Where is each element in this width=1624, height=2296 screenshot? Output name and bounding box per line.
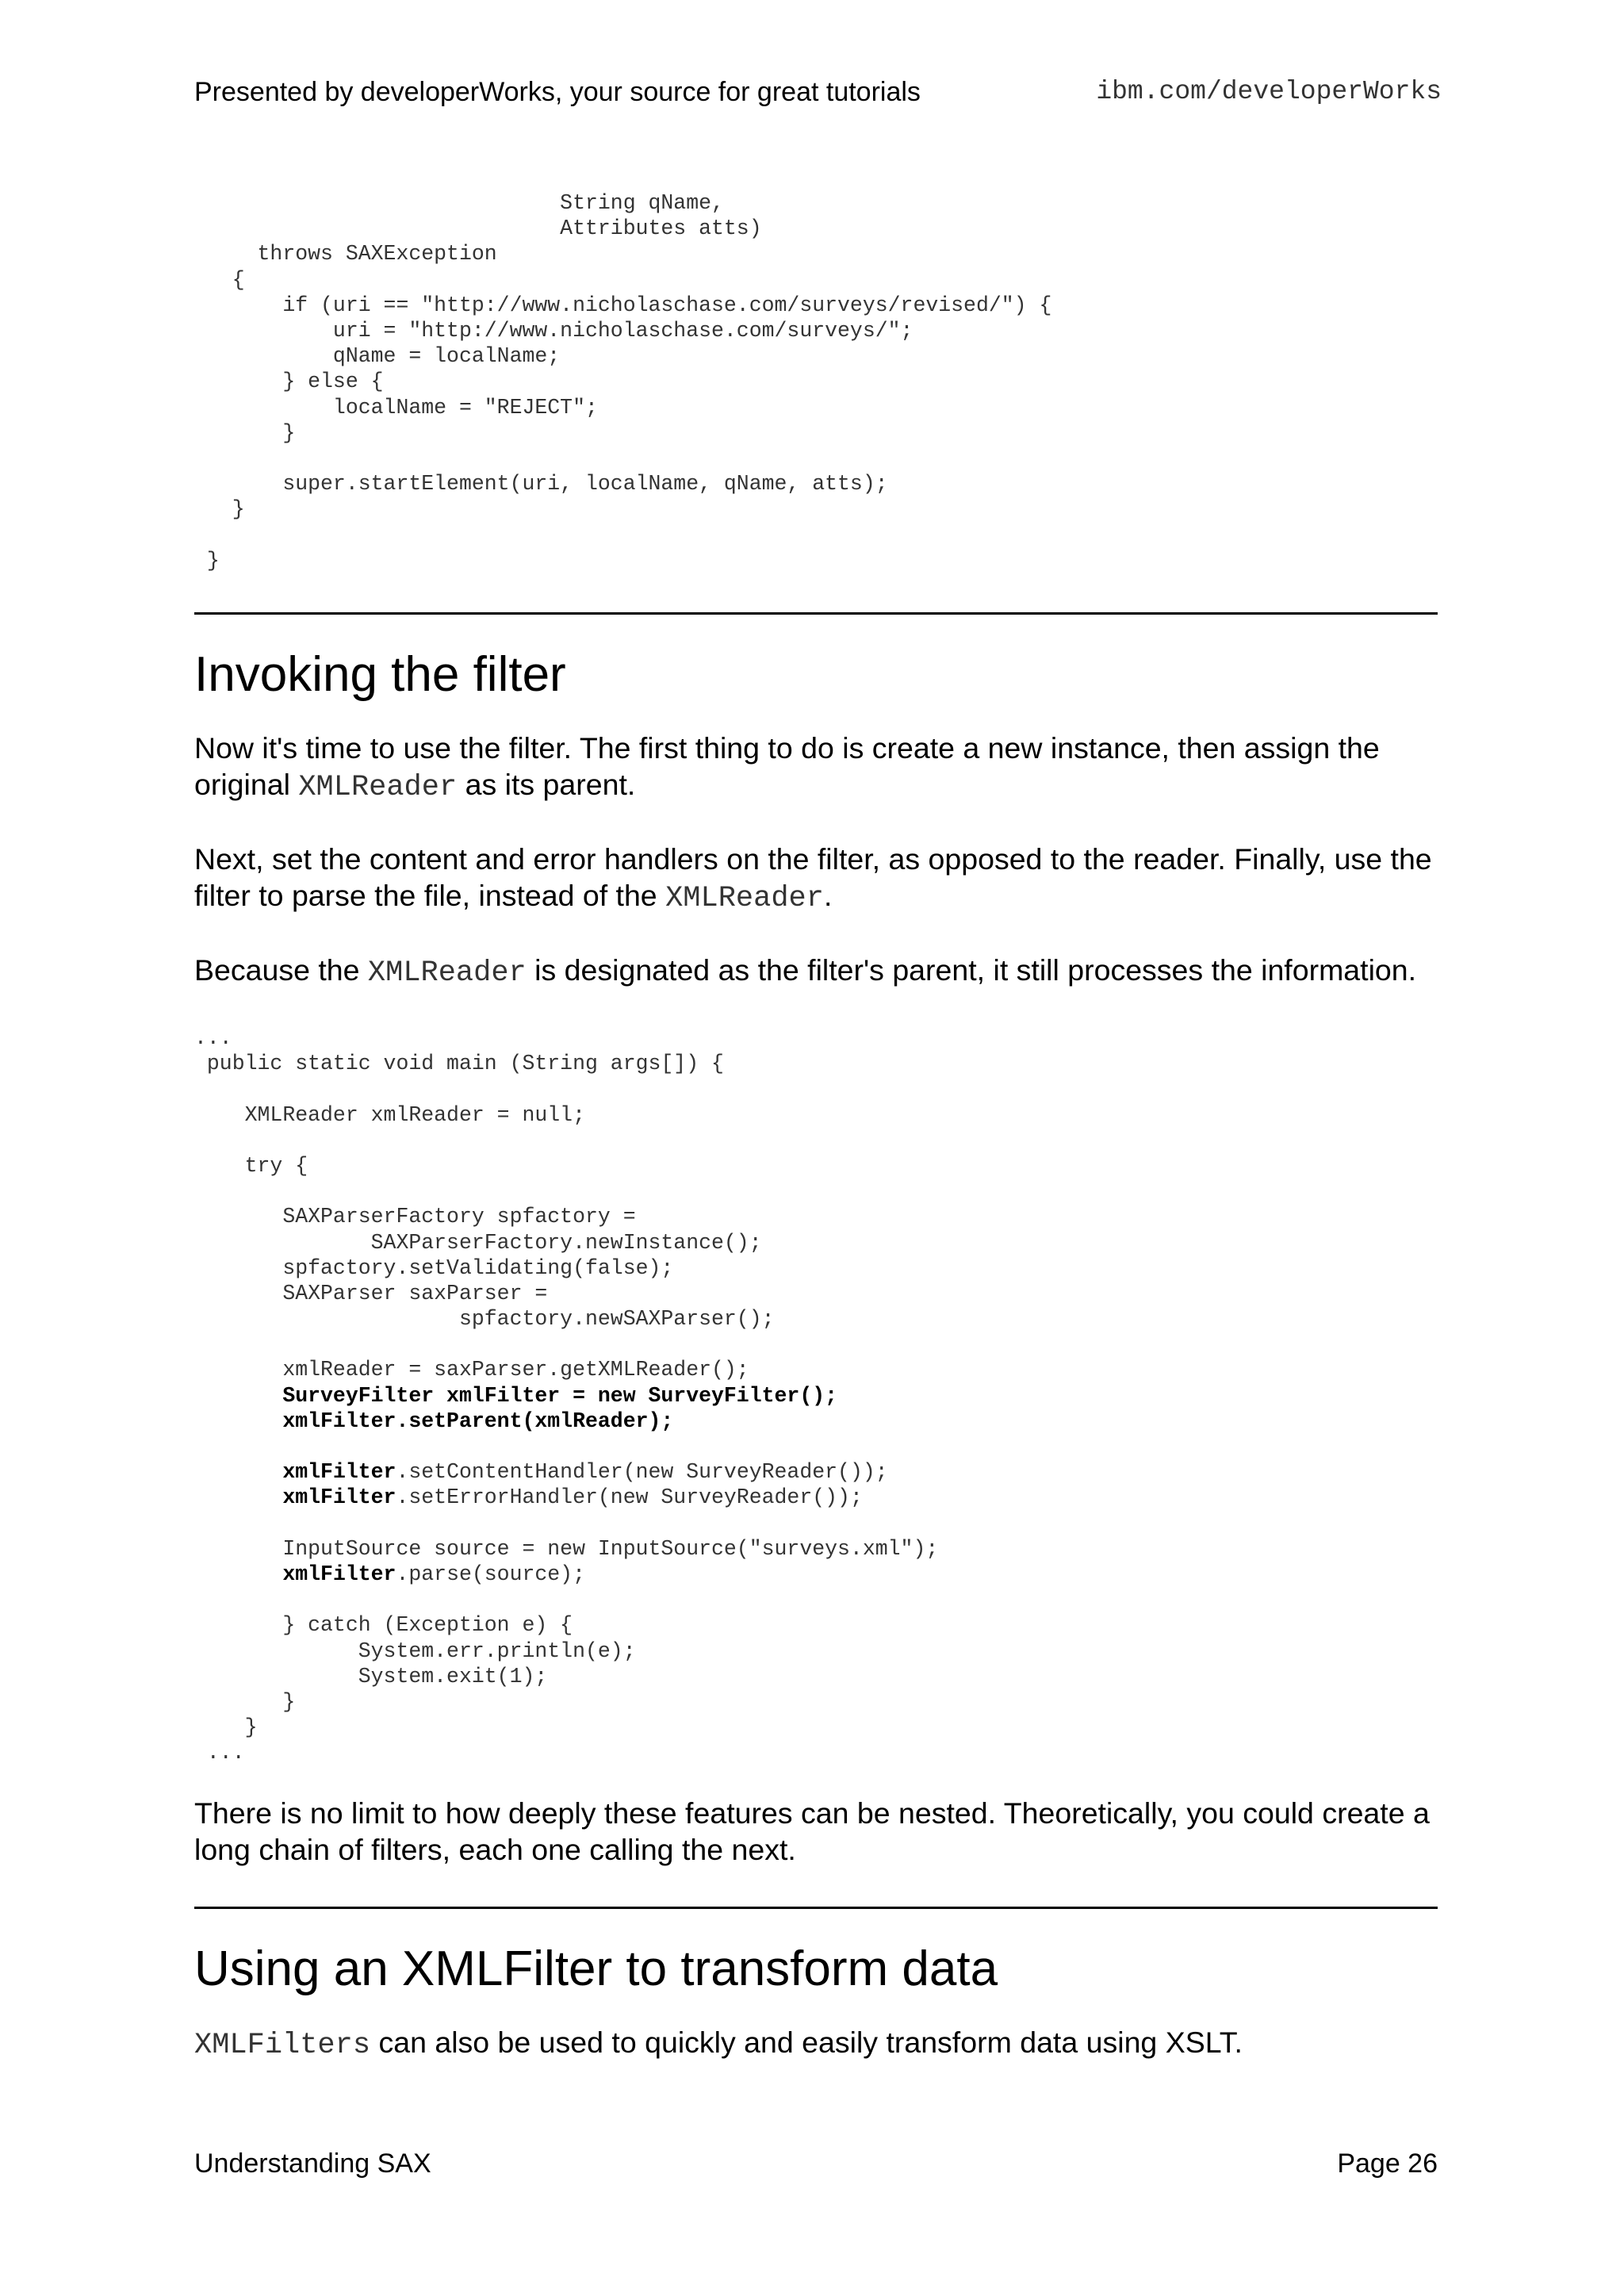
- paragraph-nesting: There is no limit to how deeply these features can be nested. Theoretically, you could create a long chain of filters, each one calling the next.: [194, 1796, 1430, 1866]
- code-line: SAXParserFactory.newInstance();: [194, 1230, 762, 1255]
- code-line: xmlFilter.setErrorHandler(new SurveyReader());: [282, 1485, 863, 1510]
- paragraph-handlers: Next, set the content and error handlers on the filter, as opposed to the reader. Finally, use the filter to parse the file, instead of the XMLReader.: [194, 842, 1432, 915]
- section-divider: [194, 612, 1438, 615]
- code-line: localName = "REJECT";: [194, 395, 598, 420]
- code-line: [194, 1434, 938, 1459]
- code-line: [194, 1179, 938, 1204]
- footer-title: Understanding SAX: [194, 2148, 431, 2179]
- section-title-xmlfilter-transform: Using an XMLFilter to transform data: [194, 1941, 998, 1996]
- code-line: super.startElement(uri, localName, qName, atts);: [194, 472, 888, 496]
- code-line: spfactory.setValidating(false);: [194, 1255, 674, 1280]
- code-line: XMLReader xmlReader = null;: [194, 1102, 585, 1127]
- code-line: [194, 1332, 938, 1357]
- code-line: InputSource source = new InputSource("surveys.xml");: [194, 1536, 939, 1561]
- code-line: public static void main (String args[]) {: [194, 1052, 724, 1076]
- paragraph-intro: Now it's time to use the filter. The first thing to do is create a new instance, then assign the original XMLReader as its parent.: [194, 731, 1380, 804]
- code-block-main: [194, 1025, 938, 1765]
- code-line: try {: [194, 1153, 308, 1178]
- code-line: qName = localName;: [194, 344, 561, 369]
- code-line: {: [194, 267, 245, 292]
- code-line: System.err.println(e);: [194, 1639, 636, 1663]
- code-line: SurveyFilter xmlFilter = new SurveyFilter();: [194, 1383, 838, 1408]
- code-line: }: [194, 420, 296, 445]
- code-line: } else {: [194, 370, 384, 394]
- inline-code: XMLReader: [298, 771, 458, 804]
- paragraph-parent: Because the XMLReader is designated as the filter's parent, it still processes the information.: [194, 953, 1417, 990]
- code-line: xmlFilter.setContentHandler(new SurveyReader());: [282, 1460, 888, 1485]
- inline-code: XMLReader: [665, 882, 824, 915]
- code-line: if (uri == "http://www.nicholaschase.com/surveys/revised/") {: [194, 293, 1052, 317]
- code-line: }: [194, 548, 220, 573]
- header-tagline: Presented by developerWorks, your source for great tutorials: [194, 77, 921, 107]
- code-line: [194, 1128, 938, 1153]
- code-line: uri = "http://www.nicholaschase.com/surveys/";: [194, 318, 914, 343]
- code-line: ...: [194, 1026, 232, 1050]
- section-title-invoking-filter: Invoking the filter: [194, 647, 566, 702]
- code-block-top: [194, 190, 1051, 573]
- code-line: String qName,: [194, 191, 724, 215]
- code-line: throws SAXException: [194, 242, 497, 266]
- code-line: xmlFilter.parse(source);: [282, 1562, 585, 1586]
- code-line: [194, 1511, 938, 1536]
- code-line: xmlReader = saxParser.getXMLReader();: [194, 1358, 749, 1382]
- code-line: [194, 1076, 938, 1102]
- code-line: spfactory.newSAXParser();: [194, 1307, 775, 1332]
- code-line: } catch (Exception e) {: [194, 1613, 573, 1638]
- code-line: System.exit(1);: [194, 1664, 548, 1688]
- section-divider: [194, 1907, 1438, 1909]
- code-line: }: [194, 1689, 296, 1714]
- paragraph-xslt: XMLFilters can also be used to quickly and easily transform data using XSLT.: [194, 2026, 1243, 2062]
- footer-page-number: Page 26: [1337, 2148, 1438, 2179]
- code-line: }: [194, 1715, 258, 1740]
- code-line: [194, 522, 1051, 547]
- code-line: [194, 446, 1051, 471]
- inline-code: XMLFilters: [194, 2029, 371, 2062]
- code-line: }: [194, 497, 245, 522]
- code-line: SAXParserFactory spfactory =: [194, 1205, 636, 1229]
- code-line: xmlFilter.setParent(xmlReader);: [194, 1409, 674, 1433]
- inline-code: XMLReader: [367, 956, 527, 990]
- code-line: Attributes atts): [194, 217, 762, 241]
- code-line: ...: [194, 1741, 245, 1765]
- code-line: SAXParser saxParser =: [194, 1281, 548, 1305]
- header-site: ibm.com/developerWorks: [1096, 77, 1442, 106]
- code-line: [194, 1587, 938, 1612]
